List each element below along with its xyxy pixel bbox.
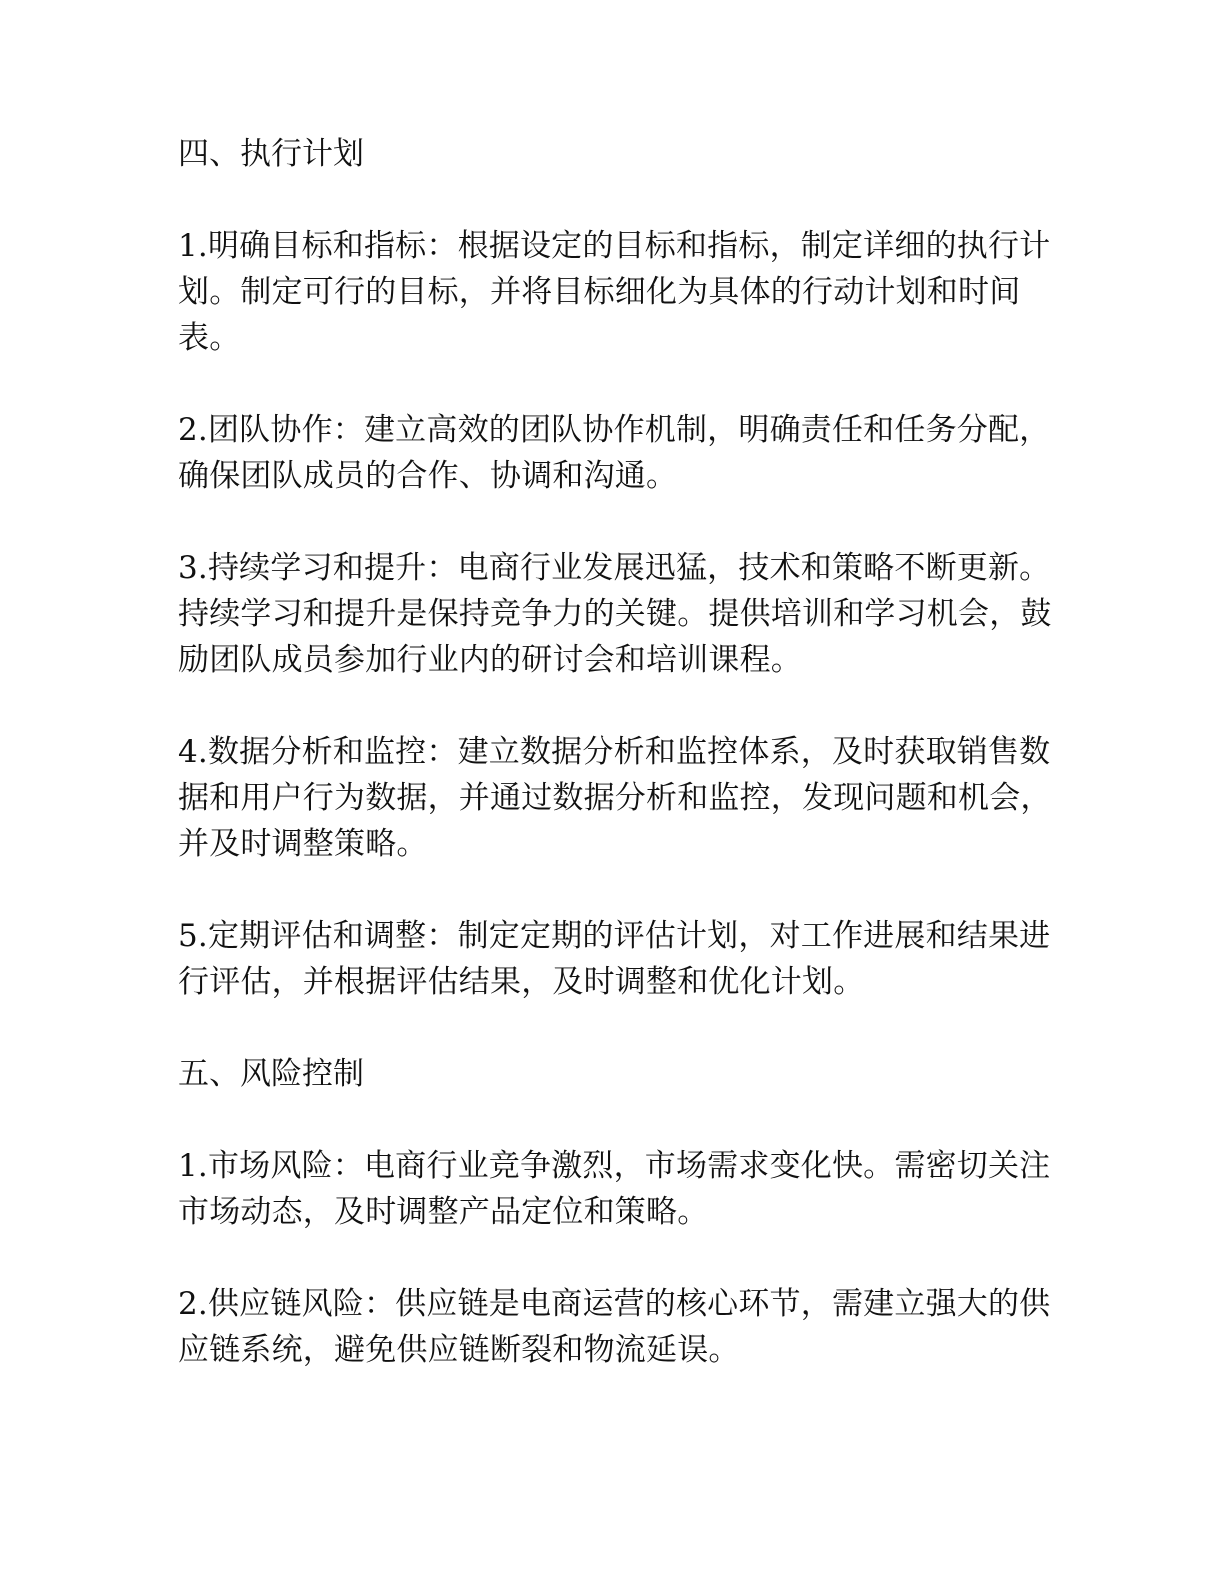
document-page [178, 131, 1058, 1373]
paragraph-periodic-review: 5.定期评估和调整：制定定期的评估计划，对工作进展和结果进行评估，并根据评估结果，及时调整和优化计划。 [178, 918, 1051, 1000]
paragraph-market-risk: 1.市场风险：电商行业竞争激烈，市场需求变化快。需密切关注市场动态，及时调整产品定位和策略。 [178, 1148, 1051, 1230]
section-heading-execution-plan: 四、执行计划 [178, 136, 364, 172]
paragraph-data-analysis: 4.数据分析和监控：建立数据分析和监控体系，及时获取销售数据和用户行为数据，并通过数据分析和监控，发现问题和机会，并及时调整策略。 [178, 734, 1052, 862]
paragraph-team-collaboration: 2.团队协作：建立高效的团队协作机制，明确责任和任务分配，确保团队成员的合作、协调和沟通。 [178, 412, 1051, 494]
paragraph-supply-chain-risk: 2.供应链风险：供应链是电商运营的核心环节，需建立强大的供应链系统，避免供应链断裂和物流延误。 [178, 1286, 1051, 1368]
paragraph-continuous-learning: 3.持续学习和提升：电商行业发展迅猛，技术和策略不断更新。持续学习和提升是保持竞争力的关键。提供培训和学习机会，鼓励团队成员参加行业内的研讨会和培训课程。 [178, 550, 1052, 678]
section-heading-risk-control: 五、风险控制 [178, 1056, 364, 1092]
paragraph-clear-goals: 1.明确目标和指标：根据设定的目标和指标，制定详细的执行计划。制定可行的目标，并将目标细化为具体的行动计划和时间表。 [178, 228, 1051, 356]
